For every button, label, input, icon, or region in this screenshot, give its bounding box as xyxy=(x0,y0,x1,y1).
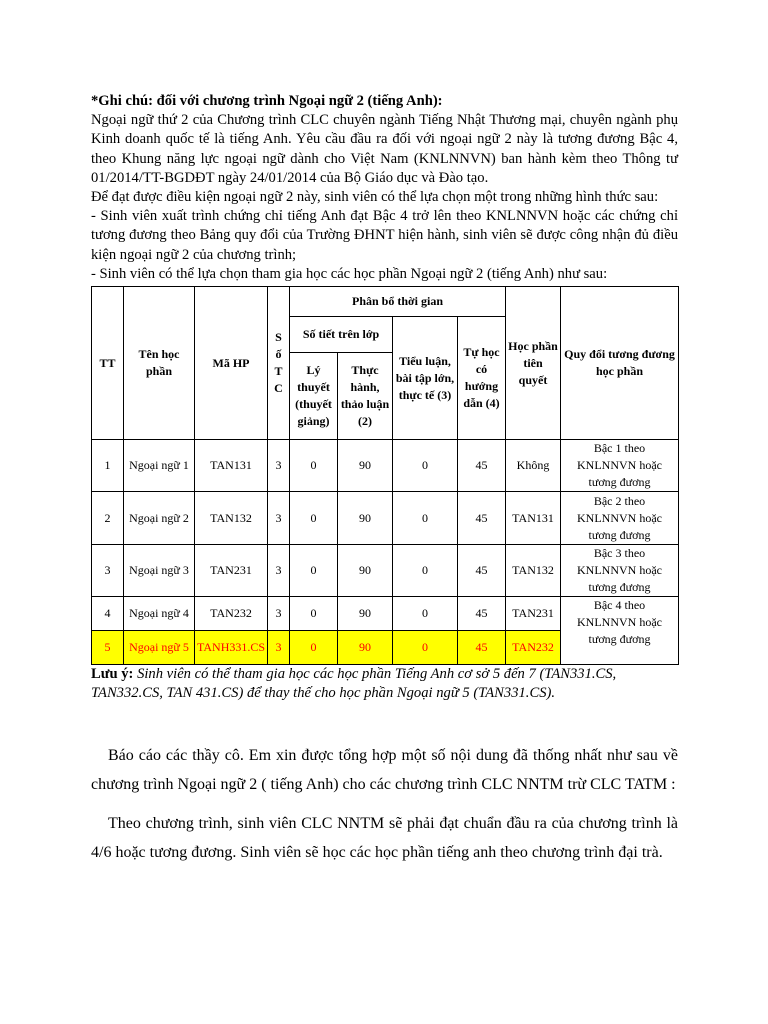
document-page xyxy=(91,92,678,867)
table-row xyxy=(92,492,679,545)
cell-tt: 4 xyxy=(92,597,124,631)
note-bullet-1: - Sinh viên xuất trình chứng chỉ tiếng Anh đạt Bậc 4 trở lên theo KNLNNVN hoặc các chứng chỉ tương đương theo Bảng quy đổi của Trường ĐHNT hiện hành, sinh viên sẽ được công nhận đủ điều kiện ngoại ngữ 2 của chương trình; xyxy=(91,208,678,263)
cell-tc: 3 xyxy=(268,545,290,597)
note-paragraph-1: Ngoại ngữ thứ 2 của Chương trình CLC chuyên ngành Tiếng Nhật Thương mại, chuyên ngành phụ Kinh doanh quốc tế là tiếng Anh. Yêu cầu đầu ra đối với ngoại ngữ 2 này là tương đương Bậc 4, theo Khung năng lực ngoại ngữ dành cho Việt Nam (KNLNNVN) ban hành kèm theo Thông tư 01/2014/TT-BGDĐT ngày 24/01/2014 của Bộ Giáo dục và Đào tạo. xyxy=(91,112,678,186)
cell-ten: Ngoại ngữ 4 xyxy=(124,597,195,631)
cell-tc: 3 xyxy=(268,597,290,631)
header-thuc-hanh: Thực hành, thảo luận (2) xyxy=(338,353,393,440)
note-paragraph-2: Để đạt được điều kiện ngoại ngữ 2 này, sinh viên có thể lựa chọn một trong những hình thức sau: xyxy=(91,189,659,206)
cell-tien-quyet: Không xyxy=(506,440,561,492)
cell-quy-doi: Bậc 1 theo KNLNNVN hoặc tương đương xyxy=(561,440,679,492)
cell-ten: Ngoại ngữ 1 xyxy=(124,440,195,492)
header-hoc-phan-tien-quyet: Học phần tiên quyết xyxy=(506,287,561,440)
cell-tc: 3 xyxy=(268,492,290,545)
header-ly-thuyet: Lý thuyết (thuyết giảng) xyxy=(290,353,338,440)
course-table xyxy=(91,286,679,665)
cell-tu-hoc: 45 xyxy=(458,492,506,545)
cell-ly-thuyet: 0 xyxy=(290,440,338,492)
table-row xyxy=(92,440,679,492)
cell-tt: 5 xyxy=(92,631,124,665)
cell-ma: TANH331.CS xyxy=(195,631,268,665)
table-row xyxy=(92,597,679,631)
cell-tieu-luan: 0 xyxy=(393,597,458,631)
cell-quy-doi: Bậc 3 theo KNLNNVN hoặc tương đương xyxy=(561,545,679,597)
header-so-tc: S ố T C xyxy=(268,287,290,440)
cell-tu-hoc: 45 xyxy=(458,631,506,665)
cell-tien-quyet: TAN231 xyxy=(506,597,561,631)
cell-tu-hoc: 45 xyxy=(458,597,506,631)
cell-tt: 2 xyxy=(92,492,124,545)
luu-y-label: Lưu ý: xyxy=(91,666,134,683)
cell-tieu-luan: 0 xyxy=(393,545,458,597)
cell-ma: TAN131 xyxy=(195,440,268,492)
cell-quy-doi: Bậc 2 theo KNLNNVN hoặc tương đương xyxy=(561,492,679,545)
report-paragraph-1: Báo cáo các thầy cô. Em xin được tổng hợp một số nội dung đã thống nhất như sau về chương trình Ngoại ngữ 2 ( tiếng Anh) cho các chương trình CLC NNTM trừ CLC TATM : xyxy=(91,747,678,794)
cell-tt: 3 xyxy=(92,545,124,597)
header-so-tiet-tren-lop: Số tiết trên lớp xyxy=(290,317,393,353)
cell-tieu-luan: 0 xyxy=(393,631,458,665)
cell-ly-thuyet: 0 xyxy=(290,545,338,597)
cell-ly-thuyet: 0 xyxy=(290,597,338,631)
cell-tieu-luan: 0 xyxy=(393,492,458,545)
cell-ma: TAN232 xyxy=(195,597,268,631)
header-ten-hoc-phan: Tên học phần xyxy=(124,287,195,440)
cell-tien-quyet: TAN132 xyxy=(506,545,561,597)
cell-tc: 3 xyxy=(268,631,290,665)
cell-thuc-hanh: 90 xyxy=(338,597,393,631)
cell-tc: 3 xyxy=(268,440,290,492)
luu-y-text: Sinh viên có thể tham gia học các học phần Tiếng Anh cơ sở 5 đến 7 (TAN331.CS, TAN332.CS, TAN 431.CS) để thay thế cho học phần Ngoại ngữ 5 (TAN331.CS). xyxy=(91,666,617,702)
table-row xyxy=(92,545,679,597)
report-paragraph-2: Theo chương trình, sinh viên CLC NNTM sẽ phải đạt chuẩn đầu ra của chương trình là 4/6 hoặc tương đương. Sinh viên sẽ học các học phần tiếng anh theo chương trình đại trà. xyxy=(91,815,678,862)
note-bullet-2: - Sinh viên có thể lựa chọn tham gia học các học phần Ngoại ngữ 2 (tiếng Anh) như sau: xyxy=(91,265,608,282)
cell-tien-quyet: TAN232 xyxy=(506,631,561,665)
cell-ten: Ngoại ngữ 3 xyxy=(124,545,195,597)
cell-ly-thuyet: 0 xyxy=(290,631,338,665)
header-phan-bo-thoi-gian: Phân bổ thời gian xyxy=(290,287,506,317)
cell-thuc-hanh: 90 xyxy=(338,631,393,665)
cell-thuc-hanh: 90 xyxy=(338,492,393,545)
luu-y-note xyxy=(91,665,678,703)
cell-thuc-hanh: 90 xyxy=(338,545,393,597)
cell-tien-quyet: TAN131 xyxy=(506,492,561,545)
cell-tu-hoc: 45 xyxy=(458,440,506,492)
cell-ten: Ngoại ngữ 2 xyxy=(124,492,195,545)
cell-thuc-hanh: 90 xyxy=(338,440,393,492)
cell-tu-hoc: 45 xyxy=(458,545,506,597)
header-tu-hoc: Tự học có hướng dẫn (4) xyxy=(458,317,506,440)
header-tieu-luan: Tiểu luận, bài tập lớn, thực tế (3) xyxy=(393,317,458,440)
header-ma-hp: Mã HP xyxy=(195,287,268,440)
cell-tieu-luan: 0 xyxy=(393,440,458,492)
cell-tt: 1 xyxy=(92,440,124,492)
note-title: *Ghi chú: đối với chương trình Ngoại ngữ 2 (tiếng Anh): xyxy=(91,93,443,109)
cell-ly-thuyet: 0 xyxy=(290,492,338,545)
cell-ma: TAN231 xyxy=(195,545,268,597)
cell-quy-doi: Bậc 4 theo KNLNNVN hoặc tương đương xyxy=(561,597,679,665)
header-quy-doi: Quy đổi tương đương học phần xyxy=(561,287,679,440)
cell-ten: Ngoại ngữ 5 xyxy=(124,631,195,665)
cell-ma: TAN132 xyxy=(195,492,268,545)
header-tt: TT xyxy=(92,287,124,440)
